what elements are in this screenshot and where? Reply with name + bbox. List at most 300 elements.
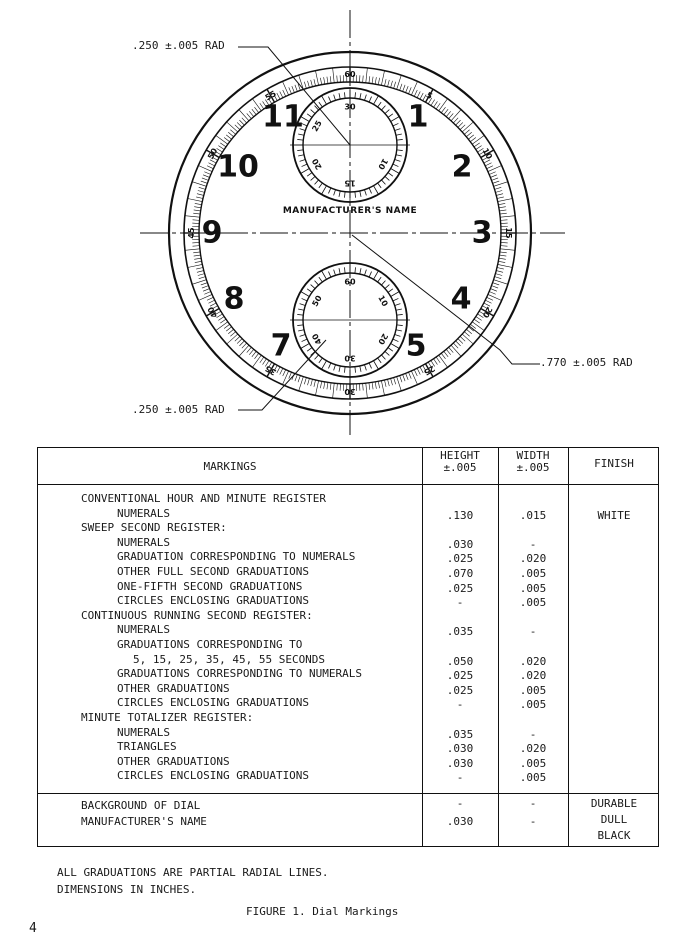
hour-numeral-8: 8 <box>223 281 245 317</box>
width-cell: .005 <box>519 567 547 580</box>
header-finish: FINISH <box>594 457 634 470</box>
bottom-register-graduation <box>378 358 382 363</box>
second-graduation <box>315 71 318 86</box>
bottom-register-graduation <box>360 268 361 274</box>
second-graduation <box>431 100 435 106</box>
second-graduation <box>499 258 506 259</box>
table-row: CIRCLES ENCLOSING GRADUATIONS <box>117 696 310 710</box>
second-graduation <box>185 216 200 218</box>
second-graduation <box>460 336 465 341</box>
second-graduation <box>409 87 412 93</box>
second-graduation <box>495 191 502 193</box>
top-register-graduation <box>385 176 389 180</box>
top-register-graduation <box>298 155 304 156</box>
second-graduation <box>363 383 364 390</box>
second-graduation <box>228 132 233 136</box>
width-cell: .020 <box>519 552 547 566</box>
second-graduation <box>193 213 200 214</box>
second-graduation <box>466 132 471 136</box>
second-graduation <box>375 382 376 389</box>
second-graduation <box>185 249 200 251</box>
second-graduation <box>195 261 202 262</box>
outer-ring-number-45: 45 <box>187 227 196 239</box>
bottom-register-graduation <box>315 281 319 285</box>
second-graduation <box>252 355 261 367</box>
top-register-graduation <box>322 186 327 195</box>
second-graduation <box>381 381 384 396</box>
second-graduation <box>414 90 417 96</box>
outer-ring-number-55: 55 <box>263 89 278 103</box>
table-row: NUMERALS <box>117 725 170 739</box>
bottom-register-graduation <box>397 314 403 315</box>
height-cell: .025 <box>446 552 474 566</box>
bottom-register-number-20: 20 <box>376 331 390 347</box>
second-graduation <box>449 113 454 118</box>
second-graduation <box>280 368 283 374</box>
top-register-graduation <box>388 114 393 118</box>
height-cell: .030 <box>446 742 474 756</box>
width-cell: - <box>529 625 537 639</box>
bottom-register-graduation <box>298 330 304 331</box>
hour-numeral-7: 7 <box>270 328 292 364</box>
top-register-graduation <box>355 192 356 198</box>
bottom-register-graduation <box>385 351 389 355</box>
outer-ring-number-25: 25 <box>422 363 437 377</box>
bottom-register-graduation <box>388 289 393 293</box>
second-graduation <box>375 77 376 84</box>
page-number: 4 <box>29 921 37 936</box>
width-cell: .020 <box>519 742 547 756</box>
second-graduation <box>414 370 417 376</box>
second-graduation <box>489 172 495 175</box>
table-row: NUMERALS <box>117 535 170 549</box>
second-graduation <box>439 99 448 111</box>
bottom-register-number-60: 60 <box>344 277 356 287</box>
second-graduation <box>458 339 463 344</box>
second-graduation <box>239 120 244 125</box>
callout-right: .770 ±.005 RAD <box>540 356 633 369</box>
second-graduation <box>327 382 328 389</box>
top-register-graduation <box>391 117 400 122</box>
second-graduation <box>488 165 502 171</box>
top-register-graduation <box>319 102 323 107</box>
second-graduation <box>453 118 458 123</box>
finish-cell: WHITE <box>597 508 631 522</box>
top-register-graduation <box>311 110 315 114</box>
second-graduation <box>490 175 497 178</box>
bottom-register-graduation <box>385 285 389 289</box>
top-register-graduation <box>395 160 401 162</box>
second-graduation <box>252 99 261 111</box>
second-graduation <box>227 122 238 132</box>
second-graduation <box>333 383 335 398</box>
top-register-graduation <box>378 102 382 107</box>
top-register-number-15: 15 <box>344 178 356 188</box>
width-cell: - <box>529 727 537 741</box>
second-graduation <box>337 383 338 390</box>
markings-table <box>37 447 659 847</box>
top-register-graduation <box>396 155 402 156</box>
second-graduation <box>311 80 313 87</box>
second-graduation <box>472 135 484 144</box>
bottom-register-graduation <box>328 363 330 368</box>
manufacturer-name-text: MANUFACTURER'S NAME <box>282 206 418 216</box>
top-register-graduation <box>307 114 312 118</box>
second-graduation <box>197 271 204 273</box>
second-graduation <box>242 343 247 348</box>
hour-numeral-4: 4 <box>450 281 472 317</box>
second-graduation <box>199 187 206 189</box>
second-graduation <box>324 77 325 84</box>
second-graduation <box>283 370 286 376</box>
height-cell: - <box>456 771 464 785</box>
second-graduation <box>474 143 480 147</box>
bottom-register-graduation <box>365 365 367 371</box>
top-register-graduation <box>339 93 340 99</box>
second-graduation <box>254 107 258 113</box>
second-graduation <box>388 379 390 386</box>
second-graduation <box>188 198 203 201</box>
header-width <box>498 450 568 474</box>
second-graduation <box>444 351 448 356</box>
header-height-tolerance: ±.005 <box>443 461 477 474</box>
second-graduation <box>198 165 212 171</box>
second-graduation <box>489 292 495 295</box>
second-graduation <box>330 383 331 390</box>
finish-cell: DURABLE <box>590 797 638 810</box>
second-graduation <box>295 85 297 92</box>
second-graduation <box>498 198 513 201</box>
second-graduation <box>280 91 283 97</box>
bottom-register-graduation <box>319 358 323 363</box>
outer-ring-number-35: 35 <box>263 363 278 377</box>
second-graduation <box>417 91 420 97</box>
top-register-graduation <box>344 192 345 198</box>
second-graduation <box>289 87 292 93</box>
bottom-register-graduation <box>369 363 371 368</box>
bottom-register-graduation <box>302 339 307 341</box>
top-register-graduation <box>365 190 367 196</box>
second-graduation <box>456 120 461 125</box>
table-row: TRIANGLES <box>117 740 177 754</box>
second-graduation <box>500 213 507 214</box>
second-graduation <box>499 255 506 256</box>
bottom-register-graduation <box>360 366 361 372</box>
second-graduation <box>499 210 506 211</box>
height-cell: .030 <box>446 815 474 828</box>
header-markings: MARKINGS <box>203 460 257 473</box>
second-graduation <box>308 81 310 88</box>
bottom-register-graduation <box>339 366 340 372</box>
second-graduation <box>330 76 331 83</box>
height-cell: - <box>456 797 464 810</box>
second-graduation <box>436 357 440 363</box>
second-graduation <box>462 122 473 132</box>
top-register-graduation <box>378 183 382 188</box>
table-row: NUMERALS <box>117 623 170 637</box>
second-graduation <box>496 194 503 196</box>
bottom-register-graduation <box>393 339 398 341</box>
second-graduation <box>314 79 316 86</box>
bottom-register-graduation <box>344 367 345 373</box>
outer-ring-number-5: 5 <box>424 90 434 102</box>
second-graduation <box>487 297 493 300</box>
top-register-graduation <box>393 164 398 166</box>
second-graduation <box>239 341 244 346</box>
second-graduation <box>304 378 306 385</box>
height-cell: .025 <box>446 581 474 595</box>
height-cell: .035 <box>446 727 474 741</box>
second-graduation <box>198 274 205 276</box>
second-graduation <box>487 166 493 169</box>
height-cell: .130 <box>446 508 474 522</box>
second-graduation <box>366 383 368 398</box>
second-graduation <box>201 283 208 285</box>
top-register-graduation <box>369 97 371 102</box>
second-graduation <box>462 334 473 344</box>
second-graduation <box>446 349 450 354</box>
bottom-register-graduation <box>307 289 312 293</box>
second-graduation <box>239 110 249 121</box>
second-graduation <box>239 345 249 356</box>
second-graduation <box>417 368 420 374</box>
second-graduation <box>411 81 417 95</box>
second-graduation <box>441 353 445 359</box>
table-row: CONVENTIONAL HOUR AND MINUTE REGISTER <box>81 492 327 505</box>
second-graduation <box>384 380 386 387</box>
second-graduation <box>220 143 226 147</box>
second-graduation <box>485 300 491 303</box>
table-row: GRADUATION CORRESPONDING TO NUMERALS <box>117 550 356 564</box>
bottom-register-graduation <box>393 298 398 300</box>
top-register-number-30: 30 <box>344 102 356 112</box>
second-graduation <box>434 359 438 365</box>
second-graduation <box>500 252 507 253</box>
bottom-register-graduation <box>307 348 312 352</box>
second-graduation <box>388 80 390 87</box>
height-cell: .030 <box>446 537 474 551</box>
second-graduation <box>495 274 502 276</box>
table-row: ONE-FIFTH SECOND GRADUATIONS <box>117 579 303 593</box>
bottom-register-graduation <box>381 281 385 285</box>
second-graduation <box>195 203 202 204</box>
second-graduation <box>208 300 214 303</box>
second-graduation <box>252 109 256 114</box>
callout-bottom-left: .250 ±.005 RAD <box>132 403 225 416</box>
finish-cell: DULL <box>600 813 628 826</box>
height-cell: .070 <box>446 567 474 580</box>
bottom-register-graduation <box>302 298 307 300</box>
top-register-graduation <box>307 173 312 177</box>
width-cell: .005 <box>519 683 547 697</box>
bottom-register-graduation <box>391 292 400 297</box>
top-register-graduation <box>315 180 319 184</box>
second-graduation <box>495 187 502 189</box>
finish-cell: BLACK <box>597 829 631 842</box>
second-graduation <box>493 283 500 285</box>
second-graduation <box>406 373 409 380</box>
width-cell: .005 <box>519 698 547 712</box>
second-graduation <box>464 332 469 337</box>
width-cell: .005 <box>519 756 547 770</box>
second-graduation <box>369 383 370 390</box>
second-graduation <box>490 289 497 292</box>
second-graduation <box>194 255 201 256</box>
second-graduation <box>444 109 448 114</box>
bottom-register-graduation <box>381 355 385 359</box>
second-graduation <box>308 378 310 385</box>
bottom-register-graduation <box>311 285 315 289</box>
second-graduation <box>391 378 393 385</box>
bottom-register-number-50: 50 <box>310 293 324 309</box>
second-graduation <box>476 317 482 321</box>
second-graduation <box>394 378 396 385</box>
second-graduation <box>406 86 409 93</box>
bottom-register-graduation <box>315 355 319 359</box>
second-graduation <box>500 249 515 251</box>
second-graduation <box>320 78 321 85</box>
second-graduation <box>194 207 201 208</box>
bottom-register-graduation <box>378 277 382 282</box>
second-graduation <box>224 137 230 141</box>
second-graduation <box>466 329 471 333</box>
second-graduation <box>199 277 206 279</box>
top-register-graduation <box>322 96 327 105</box>
height-cell: .025 <box>446 669 474 683</box>
second-graduation <box>492 286 499 288</box>
second-graduation <box>492 178 499 180</box>
second-graduation <box>468 135 473 139</box>
second-graduation <box>436 103 440 109</box>
bottom-register-graduation <box>369 272 371 277</box>
second-graduation <box>372 77 373 84</box>
bottom-register-graduation <box>397 325 403 326</box>
bottom-register-graduation <box>339 268 340 274</box>
second-graduation <box>204 292 210 295</box>
second-graduation <box>378 78 379 85</box>
bottom-register-graduation <box>334 365 336 371</box>
width-cell: .005 <box>519 771 547 785</box>
bottom-register-graduation <box>322 271 327 280</box>
bottom-register-graduation <box>395 304 401 306</box>
outer-ring-number-40: 40 <box>206 305 220 320</box>
outer-ring-number-30: 30 <box>344 387 356 396</box>
second-graduation <box>497 267 504 269</box>
top-register-graduation <box>328 97 330 102</box>
outer-ring-number-60: 60 <box>344 70 356 79</box>
hour-numeral-9: 9 <box>201 215 223 251</box>
second-graduation <box>283 90 286 96</box>
second-graduation <box>282 81 288 95</box>
second-graduation <box>311 379 313 386</box>
bottom-register-graduation <box>374 271 379 280</box>
second-graduation <box>441 107 445 113</box>
height-cell: .050 <box>446 654 474 668</box>
second-graduation <box>216 135 228 144</box>
top-register-graduation <box>395 129 401 131</box>
top-register-graduation <box>297 139 303 140</box>
second-graduation <box>456 341 461 346</box>
bottom-register-graduation <box>391 344 400 349</box>
callout-top-left: .250 ±.005 RAD <box>132 39 225 52</box>
second-graduation <box>449 347 454 352</box>
top-register-graduation <box>391 169 400 174</box>
second-graduation <box>488 294 502 300</box>
second-graduation <box>237 122 242 127</box>
second-graduation <box>263 359 267 365</box>
top-register-graduation <box>300 160 306 162</box>
second-graduation <box>315 381 318 396</box>
second-graduation <box>188 264 203 267</box>
height-cell: .030 <box>446 756 474 770</box>
width-cell: .015 <box>519 508 547 522</box>
second-graduation <box>230 332 235 337</box>
second-graduation <box>460 125 465 130</box>
note-dimensions: DIMENSIONS IN INCHES. <box>57 883 197 896</box>
second-graduation <box>500 220 507 221</box>
top-register-graduation <box>301 169 310 174</box>
second-graduation <box>196 197 203 199</box>
second-graduation <box>226 135 231 139</box>
second-graduation <box>249 111 253 116</box>
second-graduation <box>420 93 423 99</box>
second-graduation <box>252 351 256 356</box>
width-cell: .020 <box>519 669 547 683</box>
width-cell: - <box>529 537 537 551</box>
second-graduation <box>403 375 405 382</box>
second-graduation <box>497 197 504 199</box>
second-graduation <box>247 347 252 352</box>
bottom-register-graduation <box>374 361 379 370</box>
top-register-graduation <box>334 95 336 101</box>
second-graduation <box>474 319 480 323</box>
bottom-register-graduation <box>300 335 306 337</box>
second-graduation <box>485 163 491 166</box>
width-cell: .020 <box>519 654 547 668</box>
top-register-graduation <box>393 123 398 125</box>
second-graduation <box>320 381 321 388</box>
second-graduation <box>235 125 240 130</box>
height-cell: .035 <box>446 625 474 639</box>
bottom-register-graduation <box>355 367 356 373</box>
top-register-graduation <box>381 106 385 110</box>
second-graduation <box>201 181 208 183</box>
second-graduation <box>498 264 513 267</box>
top-register-graduation <box>297 150 303 151</box>
second-graduation <box>202 286 209 288</box>
second-graduation <box>207 166 213 169</box>
second-graduation <box>333 68 335 83</box>
second-graduation <box>260 357 264 363</box>
outer-ring-number-10: 10 <box>480 146 494 161</box>
table-row: SWEEP SECOND REGISTER: <box>81 521 227 535</box>
second-graduation <box>227 334 238 344</box>
outer-ring-number-15: 15 <box>504 227 513 239</box>
bottom-register-graduation <box>300 304 306 306</box>
width-cell: - <box>529 815 537 828</box>
header-height-label: HEIGHT <box>440 449 480 462</box>
note-graduations: ALL GRADUATIONS ARE PARTIAL RADIAL LINES. <box>57 866 329 879</box>
bottom-register-graduation <box>328 272 330 277</box>
bottom-register-graduation <box>301 292 310 297</box>
second-graduation <box>439 355 448 367</box>
second-graduation <box>327 77 328 84</box>
second-graduation <box>391 81 393 88</box>
second-graduation <box>218 317 224 321</box>
second-graduation <box>464 130 469 135</box>
table-row: OTHER FULL SECOND GRADUATIONS <box>117 565 310 578</box>
top-register-graduation <box>374 186 379 195</box>
